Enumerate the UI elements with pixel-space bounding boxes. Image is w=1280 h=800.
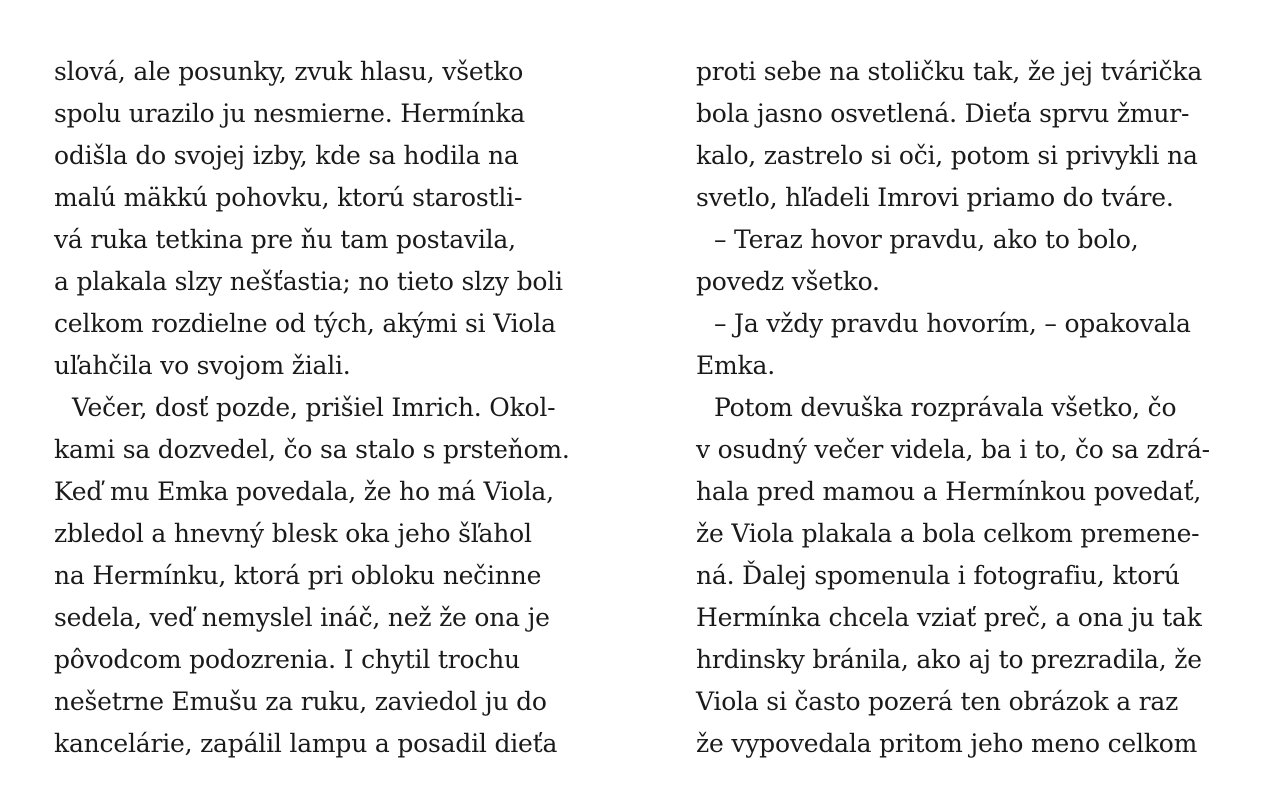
- text-line: spolu urazilo ju nesmierne. Hermínka: [54, 99, 526, 128]
- text-line: uľahčila vo svojom žiali.: [54, 351, 351, 380]
- text-line: kalo, zastrelo si oči, potom si privykli na: [696, 141, 1198, 170]
- text-line: Hermínka chcela vziať preč, a ona ju tak: [696, 603, 1202, 632]
- right-page: [696, 51, 1236, 765]
- text-line: sedela, veď nemyslel ináč, než že ona je: [54, 603, 550, 632]
- left-page: [54, 51, 594, 765]
- text-line: hala pred mamou a Hermínkou povedať,: [696, 477, 1202, 506]
- text-line: že vypovedala pritom jeho meno celkom: [696, 729, 1198, 758]
- text-line: celkom rozdielne od tých, akými si Viola: [54, 309, 556, 338]
- text-line: nešetrne Emušu za ruku, zaviedol ju do: [54, 687, 547, 716]
- text-line: Keď mu Emka povedala, že ho má Viola,: [54, 477, 554, 506]
- text-line: Emka.: [696, 351, 775, 380]
- text-line: na Hermínku, ktorá pri obloku nečinne: [54, 561, 542, 590]
- text-line: kami sa dozvedel, čo sa stalo s prsteňom.: [54, 435, 570, 464]
- text-line: v osudný večer videla, ba i to, čo sa zdrá-: [696, 435, 1210, 464]
- text-line: proti sebe na stoličku tak, že jej tvárička: [696, 57, 1203, 86]
- text-line: Viola si často pozerá ten obrázok a raz: [696, 687, 1179, 716]
- dialogue-line: – Ja vždy pravdu hovorím, – opakovala: [714, 309, 1191, 338]
- paragraph-start-line: Potom devuška rozprávala všetko, čo: [714, 393, 1177, 422]
- text-line: zbledol a hnevný blesk oka jeho šľahol: [54, 519, 532, 548]
- text-line: slová, ale posunky, zvuk hlasu, všetko: [54, 57, 524, 86]
- text-line: malú mäkkú pohovku, ktorú starostli-: [54, 183, 523, 212]
- text-line: povedz všetko.: [696, 267, 880, 296]
- text-line: hrdinsky bránila, ako aj to prezradila, že: [696, 645, 1202, 674]
- text-line: že Viola plakala a bola celkom premene-: [696, 519, 1200, 548]
- text-line: svetlo, hľadeli Imrovi priamo do tváre.: [696, 183, 1174, 212]
- text-line: bola jasno osvetlená. Dieťa sprvu žmur-: [696, 99, 1190, 128]
- text-line: pôvodcom podozrenia. I chytil trochu: [54, 645, 520, 674]
- text-line: odišla do svojej izby, kde sa hodila na: [54, 141, 519, 170]
- paragraph-start-line: Večer, dosť pozde, prišiel Imrich. Okol-: [72, 393, 556, 422]
- text-line: ná. Ďalej spomenula i fotografiu, ktorú: [696, 561, 1180, 590]
- text-line: kancelárie, zapálil lampu a posadil dieťa: [54, 729, 558, 758]
- text-line: a plakala slzy nešťastia; no tieto slzy boli: [54, 267, 563, 296]
- dialogue-line: – Teraz hovor pravdu, ako to bolo,: [714, 225, 1139, 254]
- text-line: vá ruka tetkina pre ňu tam postavila,: [54, 225, 516, 254]
